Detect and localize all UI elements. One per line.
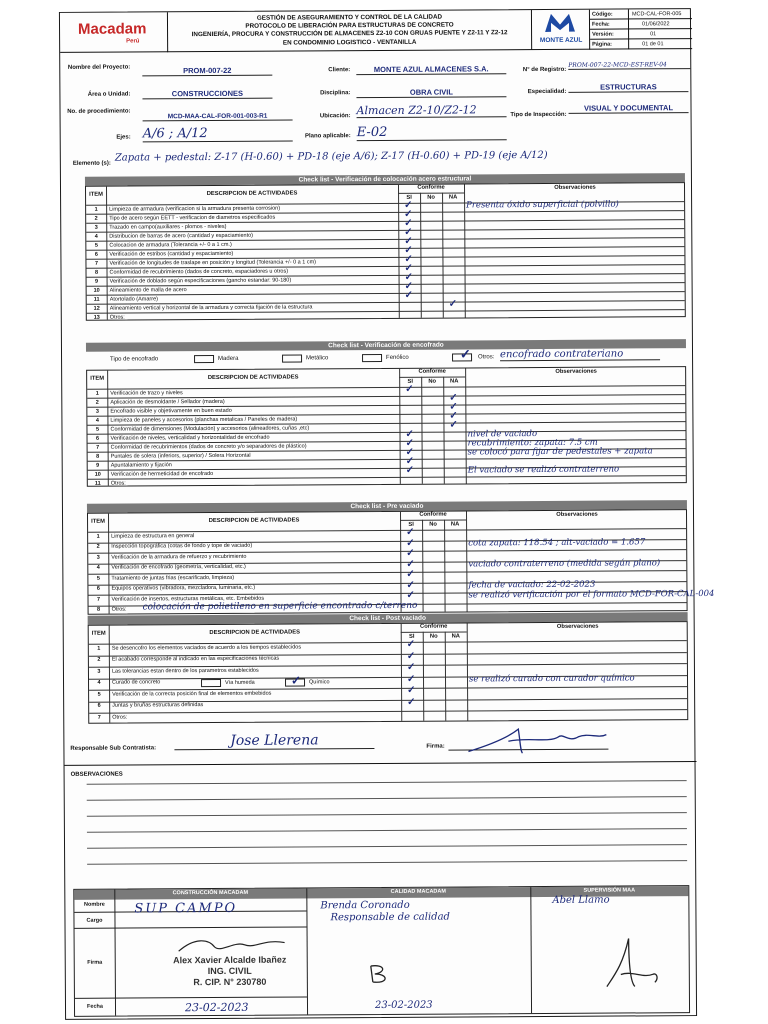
- row-activity: Apuntalamiento y fijación: [110, 461, 172, 469]
- check-mark-si: ✓: [404, 217, 413, 229]
- discipline-label: Disciplina:: [320, 90, 351, 97]
- form-header: [60, 9, 692, 53]
- col-conforme: Conforme: [418, 368, 446, 375]
- procedure-label: No. de procedimiento:: [67, 108, 131, 115]
- row-activity: Curado de concreto: [112, 679, 161, 686]
- check-mark-si: ✓: [406, 558, 415, 570]
- responsable-row: [64, 724, 696, 763]
- check-mark-si: ✓: [404, 289, 414, 301]
- row-number: 11: [94, 480, 101, 487]
- check-mark-na: ✓: [449, 419, 458, 431]
- col-na: NA: [449, 378, 459, 385]
- row-activity: Verificación de insertos, estructuras metálicas, etc. Embebidos: [111, 595, 265, 603]
- row-activity: Alineamiento de malla de acero: [109, 286, 187, 294]
- col-no: No: [429, 521, 437, 528]
- specialty-value: ESTRUCTURAS: [568, 82, 688, 93]
- row-activity: Conformidad de recubrimiento (dados de concreto, espaciadores u otros): [109, 268, 289, 276]
- col-item: ITEM: [89, 191, 103, 198]
- inspection-type-label: Tipo de Inspección:: [510, 111, 567, 119]
- check-mark-na: ✓: [449, 392, 458, 404]
- calidad-fecha: 23-02-2023: [374, 999, 433, 1012]
- check-mark-si: ✓: [404, 199, 413, 211]
- row-number: 7: [97, 714, 101, 721]
- row-observation: Presenta óxido superficial (polvillo): [466, 199, 619, 211]
- curado-humedo-box[interactable]: [201, 679, 221, 687]
- row-activity: Verificación de encofrado (geometría, verticalidad, etc.): [111, 563, 246, 571]
- client-name: MONTE AZUL ALMACENES S.A.: [356, 64, 506, 75]
- responsable-name: Jose Llerena: [174, 732, 374, 750]
- calidad-signature: [365, 962, 395, 986]
- client-label: Cliente:: [328, 67, 351, 74]
- formwork-option-box[interactable]: [362, 354, 382, 362]
- col-conforme: Conforme: [417, 184, 445, 191]
- row-activity: Otros:: [109, 314, 125, 321]
- col-description: DESCRIPCION DE ACTIVIDADES: [209, 629, 301, 637]
- row-number: 1: [95, 390, 99, 397]
- row-number: 5: [97, 691, 101, 698]
- check-mark-si: ✓: [406, 589, 415, 601]
- check-mark-si: ✓: [404, 226, 413, 238]
- header-title: [168, 10, 532, 52]
- check-mark-si: ✓: [404, 271, 413, 283]
- row-activity: Verificación de estribos (cantidad y espaciamiento): [109, 250, 234, 258]
- row-number: 3: [96, 554, 100, 561]
- row-number: 10: [94, 471, 101, 478]
- area-label: Área o Unidad:: [87, 91, 131, 98]
- project-info: [60, 49, 693, 173]
- col-si: SI: [406, 194, 412, 201]
- row-number: 3: [95, 408, 99, 415]
- element-label: Elemento (s):: [72, 160, 111, 167]
- row-activity: Inspección topográfica (cotas de fondo y tope de vaciado): [111, 542, 253, 550]
- responsable-label: Responsable Sub Contratista:: [70, 745, 157, 752]
- element-value: Zapata + pedestal: Z-17 (H-0.60) + PD-18 (eje A/6); Z-17 (H-0.60) + PD-19 (eje A/12): [114, 149, 548, 164]
- observations-label: OBSERVACIONES: [70, 771, 123, 778]
- check-mark-si: ✓: [406, 650, 416, 662]
- row-observation: recubrimiento: zapata: 7.5 cm: [467, 437, 598, 449]
- construccion-fecha: 23-02-2023: [184, 1000, 249, 1015]
- curado-humedo-label: Vía humeda: [225, 679, 255, 686]
- header-title-line: PROTOCOLO DE LIBERACIÓN PARA ESTRUCTURAS DE CONCRETO: [245, 21, 454, 31]
- row-number: 2: [96, 543, 100, 550]
- row-number: 2: [94, 215, 98, 222]
- axes-value: A/6 ; A/12: [143, 126, 293, 143]
- row-activity: Equipos operativos (vibradora, mezcladora, luminaria, etc.): [111, 584, 256, 592]
- row-observation: nivel de vaciado: [467, 429, 538, 440]
- register-label: N° de Registro:: [522, 66, 567, 74]
- col-no: No: [427, 194, 435, 201]
- row-activity: Tipo de acero según EETT - verificacion de diametros especificados: [109, 214, 276, 222]
- row-activity: Verificación de la armadura de refuerzo y recubrimiento: [111, 553, 247, 561]
- plan-label: Plano aplicable:: [304, 133, 351, 140]
- plan-value: E-02: [357, 124, 507, 141]
- check-mark-si: ✓: [405, 383, 414, 395]
- area-value: CONSTRUCCIONES: [142, 89, 272, 100]
- row-number: 2: [95, 399, 99, 406]
- col-conforme: Conforme: [419, 623, 448, 630]
- check-mark-si: ✓: [405, 437, 414, 449]
- location-label: Ubicación:: [319, 113, 351, 120]
- row-activity: Conformidad de dimensiones (Modulación) y accesorios (alineadores, cuñas ,etc): [110, 424, 310, 433]
- construccion-nombre: SUP CAMPO: [134, 900, 238, 917]
- formwork-option-label: Madera: [218, 355, 239, 362]
- col-construccion: CONSTRUCCIÓN MACADAM: [172, 889, 249, 897]
- specialty-label: Especialidad:: [527, 88, 567, 96]
- row-number: 4: [96, 564, 100, 571]
- check-mark-si: ✓: [406, 568, 415, 580]
- formwork-option-label: Metálico: [306, 355, 329, 362]
- col-observaciones: Observaciones: [554, 184, 596, 191]
- row-activity: Alineamiento vertical y horizontal de la armadura y correcta fijación de la estructura: [109, 303, 313, 312]
- row-number: 6: [94, 251, 98, 258]
- section-title-2: Check list - Verificación de encofrado: [86, 339, 686, 352]
- row-activity: Encofrado visible y objetivamente en buen estado: [110, 407, 232, 415]
- check-mark-si: ✓: [405, 446, 415, 458]
- col-si: SI: [408, 633, 415, 640]
- check-mark-si: ✓: [404, 253, 413, 265]
- formwork-option-label: Fenólico: [386, 354, 409, 361]
- project-name: PROM-007-22: [142, 66, 272, 77]
- row-number: 13: [93, 314, 100, 321]
- check-mark-na: ✓: [448, 298, 458, 310]
- col-conforme: Conforme: [419, 511, 447, 518]
- row-number: 5: [96, 575, 100, 582]
- calidad-cargo: Responsable de calidad: [330, 911, 450, 924]
- row-number: 5: [94, 242, 98, 249]
- col-calidad: CALIDAD MACADAM: [390, 888, 446, 895]
- check-mark-na: ✓: [449, 401, 458, 413]
- header-title-line: EN CONDOMINIO LOGISTICO - VENTANILLA: [282, 38, 417, 47]
- row-number: 4: [94, 233, 98, 240]
- col-supervision: SUPERVISIÓN MAA: [583, 887, 636, 894]
- row-observation: se colocó para fijar de pedestales + zapata: [467, 446, 653, 458]
- responsable-firma-label: Firma:: [426, 743, 445, 750]
- check-mark-si: ✓: [405, 464, 415, 476]
- row-activity: Conformidad de recubrimientos (dados de concreto y/o separadores de plástico): [110, 442, 307, 451]
- check-mark-si: ✓: [404, 208, 413, 220]
- row-number: 7: [94, 260, 99, 267]
- check-mark-si: ✓: [406, 638, 416, 650]
- row-number: 6: [97, 702, 101, 709]
- col-si: SI: [407, 378, 413, 385]
- check-mark-si: ✓: [407, 684, 416, 696]
- header-title-line: GESTIÓN DE ASEGURAMIENTO Y CONTROL DE LA CALIDAD: [256, 13, 443, 22]
- row-number: 2: [97, 656, 101, 663]
- doc-meta: Código: MCD-CAL-FOR-005 Fecha: 01/06/2022 Versión: 01 Página: 01 de 01: [590, 9, 692, 50]
- observations-block: [65, 761, 698, 895]
- col-na: NA: [451, 633, 460, 640]
- other-note: colocación de polietileno en superficie encontrado c/terreno: [142, 600, 418, 612]
- row-number: 7: [96, 596, 101, 603]
- row-number: 12: [93, 305, 100, 312]
- monte-azul-logo: MONTE AZUL: [532, 10, 590, 50]
- col-no: No: [429, 633, 438, 640]
- row-activity: Verificación de longitudes de traslape en posición y longitud (Tolerancia +/- 0 a 1 cm): [109, 258, 317, 267]
- project-name-label: Nombre del Proyecto:: [67, 64, 131, 71]
- row-activity: Aplicación de desmoldante / Sellador (madera): [110, 398, 225, 406]
- col-description: DESCRIPCION DE ACTIVIDADES: [208, 517, 300, 525]
- row-activity: Trazado en campo(auxiliares - plomos - niveles): [109, 223, 227, 231]
- check-mark-si: ✓: [407, 696, 416, 708]
- row-activity: Puntales de solera (inferiors, superior) / Solera Horizontal: [110, 452, 251, 460]
- row-activity: Juntas y bruñas estructuras definidas: [112, 702, 204, 709]
- col-si: SI: [408, 521, 414, 528]
- check-mark-si: ✓: [404, 244, 413, 256]
- row-observation: se realizó curado con curador químico: [468, 672, 635, 684]
- row-firma: Firma: [87, 959, 103, 966]
- row-number: 8: [94, 269, 99, 276]
- row-activity: Otros:: [110, 480, 126, 487]
- row-number: 8: [97, 606, 101, 613]
- curado-quimico-label: Químico: [309, 679, 330, 686]
- formwork-other-value: encofrado contrateriano: [500, 348, 660, 361]
- check-mark-si: ✓: [406, 661, 416, 673]
- check-mark-si: ✓: [404, 235, 413, 247]
- row-number: 1: [94, 206, 98, 213]
- row-number: 10: [93, 287, 100, 294]
- check-mark: ✓: [459, 346, 471, 362]
- col-item: ITEM: [91, 630, 106, 637]
- row-number: 1: [96, 533, 100, 540]
- col-observaciones: Observaciones: [556, 623, 599, 630]
- row-activity: Verificación de niveles, verticalidad y horizontalidad de encofrado: [110, 434, 270, 442]
- formwork-option-box[interactable]: [282, 354, 302, 362]
- row-number: 6: [95, 435, 100, 442]
- macadam-logo: Macadam Perú: [60, 12, 168, 53]
- row-observation: El vaciado se realizó contraterreno: [467, 464, 620, 476]
- row-activity: El acabado corresponde al indicado en las especificaciones técnicas: [111, 655, 280, 663]
- location-value: Almacen Z2-10/Z2-12: [356, 103, 506, 118]
- supervision-nombre: Abel Llamo: [552, 894, 610, 906]
- check-mark-si: ✓: [405, 455, 415, 467]
- row-number: 1: [97, 645, 101, 652]
- row-number: 11: [93, 296, 100, 303]
- row-activity: Verificación de doblado según especificaciones (gancho estandar: 90-180): [109, 277, 292, 285]
- engineer-stamp: Alex Xavier Alcalde Ibañez ING. CIVIL R. CIP. N° 230780: [173, 954, 287, 988]
- formwork-type-label: Tipo de encofrado: [110, 356, 159, 363]
- row-activity: Se desencofro los elementos vaciados de acuerdo a los tiempos establecidos: [111, 643, 302, 652]
- row-number: 7: [96, 444, 100, 451]
- formwork-other-label: Otros:: [478, 354, 495, 361]
- row-number: 3: [94, 224, 98, 231]
- discipline-value: OBRA CIVIL: [356, 87, 506, 98]
- section-title-1: Check list - Verificación de colocación acero estructural: [85, 173, 685, 186]
- construccion-signature: [175, 933, 295, 958]
- row-activity: Otros:: [112, 714, 128, 721]
- col-observaciones: Observaciones: [556, 511, 598, 518]
- col-na: NA: [448, 194, 458, 201]
- check-mark-si: ✓: [406, 579, 415, 591]
- check-mark-si: ✓: [406, 537, 415, 549]
- row-activity: Distribucion de barras de acero (cantidad y espaciamiento): [109, 232, 254, 240]
- check-mark-si: ✓: [406, 547, 415, 559]
- axes-label: Ejes:: [116, 134, 131, 141]
- row-activity: Tratamiento de juntas frias (escarificado, limpieza): [111, 574, 235, 582]
- check-mark: ✓: [290, 672, 302, 688]
- check-mark-si: ✓: [406, 526, 415, 538]
- row-number: 4: [95, 417, 99, 424]
- supervision-signature: [603, 934, 663, 994]
- checklist-table: [85, 182, 686, 321]
- section-title-4: Check list - Post vaciado: [88, 612, 688, 625]
- row-activity: Verificación de hermeticidad de encofrado: [110, 470, 214, 478]
- row-number: 9: [95, 278, 99, 285]
- register-number: PROM-007-22-MCD-EST-REV-04: [568, 61, 690, 70]
- row-observation: fecha de vaciado: 22-02-2023: [468, 579, 596, 590]
- row-number: 3: [97, 668, 101, 675]
- check-mark-na: ✓: [449, 410, 458, 422]
- row-activity: Verificación de la correcta posición final de elementos embebidos: [112, 690, 272, 698]
- header-title-line: INGENIERÍA, PROCURA Y CONSTRUCCIÓN DE ALMACENES Z2-10 CON GRUAS PUENTE Y Z2-11 Y Z2-12: [191, 29, 508, 39]
- row-activity: Las tolerancias estan dentro de los parametros establecidos: [111, 667, 259, 675]
- row-fecha: Fecha: [87, 1003, 103, 1010]
- row-activity: Limpieza de paneles y accesorios (planchas metalicas / Paneles de madera): [110, 415, 298, 424]
- protocol-form: [59, 8, 715, 1020]
- responsable-signature: [448, 749, 608, 751]
- section-title-3: Check list - Pre vaciado: [87, 500, 687, 513]
- row-number: 6: [96, 585, 101, 592]
- row-observation: vaciado contraterreno (medida según plano): [468, 557, 661, 569]
- signoff-table: [73, 885, 690, 1017]
- checklist-table: [87, 509, 715, 615]
- col-description: DESCRIPCION DE ACTIVIDADES: [206, 190, 298, 198]
- col-item: ITEM: [91, 518, 105, 525]
- check-mark-si: ✓: [404, 262, 413, 274]
- col-observaciones: Observaciones: [555, 368, 597, 375]
- procedure-number: MCD-MAA-CAL-FOR-001-003-R1: [143, 113, 293, 122]
- calidad-nombre: Brenda Coronado: [320, 899, 410, 912]
- check-mark-si: ✓: [406, 673, 416, 685]
- col-no: No: [428, 378, 437, 385]
- row-observation: cota zapata: 118.54 ; alt-vaciado = 1.657: [468, 536, 646, 548]
- formwork-option-box[interactable]: [194, 355, 214, 363]
- row-number: 4: [97, 679, 101, 686]
- row-cargo: Cargo: [86, 917, 103, 924]
- check-mark-si: ✓: [405, 428, 414, 440]
- row-activity: Colocacion de armadura (Tolerancia +/- 0 a 1 cm.): [109, 241, 232, 249]
- row-number: 9: [96, 462, 100, 469]
- row-activity: Limpieza de armadura (verificacion si la armadura presenta corrosion): [109, 205, 281, 213]
- row-number: 5: [95, 426, 100, 433]
- row-nombre: Nombre: [83, 901, 105, 908]
- col-description: DESCRIPCION DE ACTIVIDADES: [207, 374, 299, 382]
- row-activity: Otros:: [111, 606, 127, 613]
- row-activity: Limpieza de estructura en general: [111, 532, 195, 540]
- col-na: NA: [450, 521, 460, 528]
- col-item: ITEM: [90, 375, 105, 382]
- row-number: 8: [96, 453, 100, 460]
- checklist-table: [88, 621, 689, 723]
- check-mark-si: ✓: [404, 280, 414, 292]
- checklist-table: [86, 366, 687, 487]
- row-activity: Atortolado (Amarre): [109, 295, 158, 303]
- row-activity: Verificación de trazo y niveles: [110, 389, 183, 397]
- row-observation: se realizó verificación por el formato MCD-FOR-CAL-004: [468, 588, 715, 601]
- inspection-type-value: VISUAL Y DOCUMENTAL: [568, 103, 688, 114]
